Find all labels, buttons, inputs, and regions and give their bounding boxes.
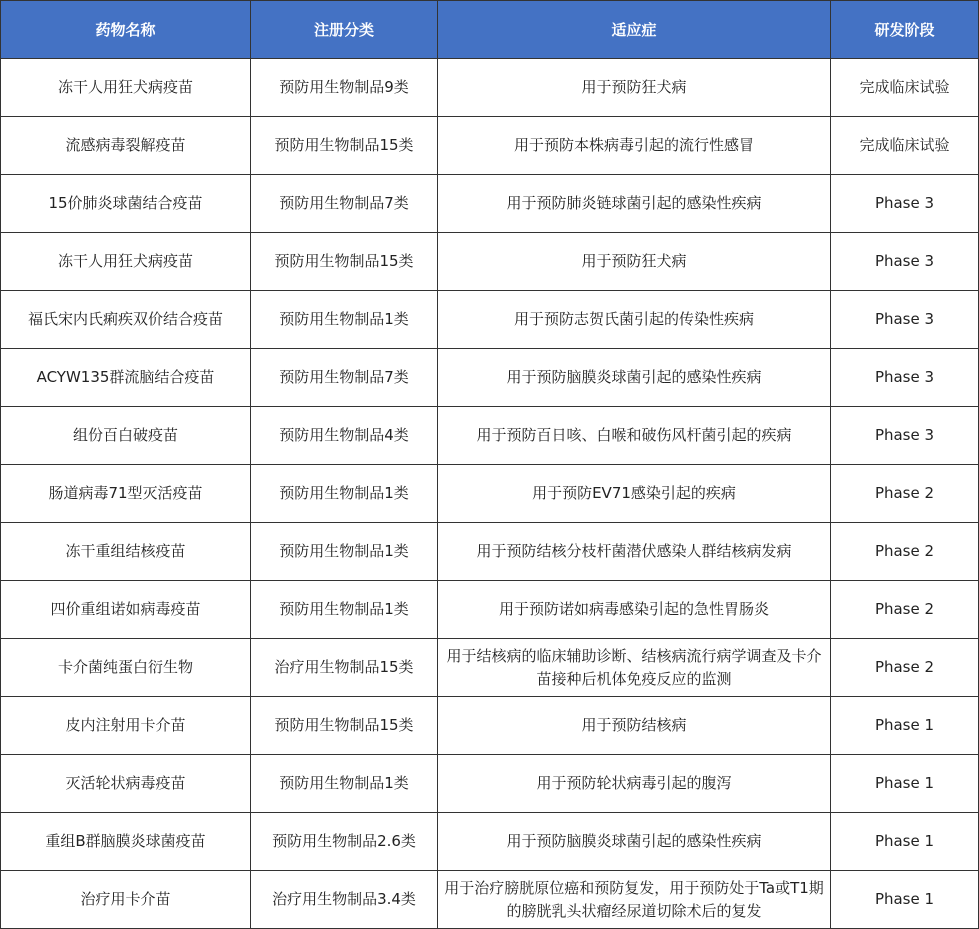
category-cell: 治疗用生物制品3.4类 <box>251 871 438 929</box>
drug-name-cell: 冻干人用狂犬病疫苗 <box>1 59 251 117</box>
indication-cell: 用于预防结核分枝杆菌潜伏感染人群结核病发病 <box>438 523 831 581</box>
drug-name-cell: 组份百白破疫苗 <box>1 407 251 465</box>
stage-cell: Phase 1 <box>831 813 979 871</box>
table-row <box>1 175 979 233</box>
drug-name-cell: 四价重组诺如病毒疫苗 <box>1 581 251 639</box>
stage-cell: Phase 3 <box>831 175 979 233</box>
indication-cell: 用于预防脑膜炎球菌引起的感染性疾病 <box>438 813 831 871</box>
drug-name-cell: 冻干重组结核疫苗 <box>1 523 251 581</box>
drug-name-cell: ACYW135群流脑结合疫苗 <box>1 349 251 407</box>
drug-name-cell: 肠道病毒71型灭活疫苗 <box>1 465 251 523</box>
indication-cell: 用于预防肺炎链球菌引起的感染性疾病 <box>438 175 831 233</box>
category-cell: 预防用生物制品15类 <box>251 697 438 755</box>
drug-name-cell: 皮内注射用卡介苗 <box>1 697 251 755</box>
stage-cell: Phase 2 <box>831 523 979 581</box>
category-cell: 预防用生物制品7类 <box>251 175 438 233</box>
indication-cell: 用于预防百日咳、白喉和破伤风杆菌引起的疾病 <box>438 407 831 465</box>
category-cell: 预防用生物制品1类 <box>251 465 438 523</box>
table-row <box>1 639 979 697</box>
header-registration-category: 注册分类 <box>251 1 438 59</box>
table-row <box>1 465 979 523</box>
indication-cell: 用于预防脑膜炎球菌引起的感染性疾病 <box>438 349 831 407</box>
category-cell: 预防用生物制品2.6类 <box>251 813 438 871</box>
drug-name-cell: 治疗用卡介苗 <box>1 871 251 929</box>
category-cell: 预防用生物制品15类 <box>251 117 438 175</box>
stage-cell: Phase 3 <box>831 233 979 291</box>
stage-cell: Phase 3 <box>831 349 979 407</box>
header-indication: 适应症 <box>438 1 831 59</box>
stage-cell: Phase 1 <box>831 755 979 813</box>
stage-cell: Phase 1 <box>831 697 979 755</box>
indication-cell: 用于预防本株病毒引起的流行性感冒 <box>438 117 831 175</box>
category-cell: 治疗用生物制品15类 <box>251 639 438 697</box>
table-row <box>1 813 979 871</box>
category-cell: 预防用生物制品4类 <box>251 407 438 465</box>
indication-cell: 用于预防EV71感染引起的疾病 <box>438 465 831 523</box>
table-row <box>1 59 979 117</box>
indication-cell: 用于预防诺如病毒感染引起的急性胃肠炎 <box>438 581 831 639</box>
table-row <box>1 349 979 407</box>
stage-cell: 完成临床试验 <box>831 117 979 175</box>
stage-cell: Phase 1 <box>831 871 979 929</box>
table-row <box>1 697 979 755</box>
drug-name-cell: 卡介菌纯蛋白衍生物 <box>1 639 251 697</box>
category-cell: 预防用生物制品1类 <box>251 523 438 581</box>
stage-cell: Phase 2 <box>831 639 979 697</box>
table-row <box>1 117 979 175</box>
stage-cell: Phase 3 <box>831 407 979 465</box>
stage-cell: Phase 3 <box>831 291 979 349</box>
drug-name-cell: 15价肺炎球菌结合疫苗 <box>1 175 251 233</box>
table-header <box>1 1 979 59</box>
table-row <box>1 407 979 465</box>
indication-cell: 用于预防狂犬病 <box>438 233 831 291</box>
drug-name-cell: 流感病毒裂解疫苗 <box>1 117 251 175</box>
indication-cell: 用于预防志贺氏菌引起的传染性疾病 <box>438 291 831 349</box>
stage-cell: Phase 2 <box>831 465 979 523</box>
header-development-stage: 研发阶段 <box>831 1 979 59</box>
indication-cell: 用于预防结核病 <box>438 697 831 755</box>
indication-cell: 用于结核病的临床辅助诊断、结核病流行病学调查及卡介苗接种后机体免疫反应的监测 <box>438 639 831 697</box>
table-row <box>1 523 979 581</box>
category-cell: 预防用生物制品1类 <box>251 755 438 813</box>
header-drug-name: 药物名称 <box>1 1 251 59</box>
drug-name-cell: 福氏宋内氏痢疾双价结合疫苗 <box>1 291 251 349</box>
table-row <box>1 233 979 291</box>
category-cell: 预防用生物制品9类 <box>251 59 438 117</box>
table-body <box>1 59 979 929</box>
indication-cell: 用于预防狂犬病 <box>438 59 831 117</box>
table-row <box>1 755 979 813</box>
drug-name-cell: 灭活轮状病毒疫苗 <box>1 755 251 813</box>
category-cell: 预防用生物制品15类 <box>251 233 438 291</box>
indication-cell: 用于治疗膀胱原位癌和预防复发，用于预防处于Ta或T1期的膀胱乳头状瘤经尿道切除术后的复发 <box>438 871 831 929</box>
header-row <box>1 1 979 59</box>
category-cell: 预防用生物制品1类 <box>251 581 438 639</box>
indication-cell: 用于预防轮状病毒引起的腹泻 <box>438 755 831 813</box>
category-cell: 预防用生物制品7类 <box>251 349 438 407</box>
table-row <box>1 291 979 349</box>
table-row <box>1 871 979 929</box>
drug-name-cell: 冻干人用狂犬病疫苗 <box>1 233 251 291</box>
table-row <box>1 581 979 639</box>
stage-cell: 完成临床试验 <box>831 59 979 117</box>
drug-name-cell: 重组B群脑膜炎球菌疫苗 <box>1 813 251 871</box>
category-cell: 预防用生物制品1类 <box>251 291 438 349</box>
stage-cell: Phase 2 <box>831 581 979 639</box>
